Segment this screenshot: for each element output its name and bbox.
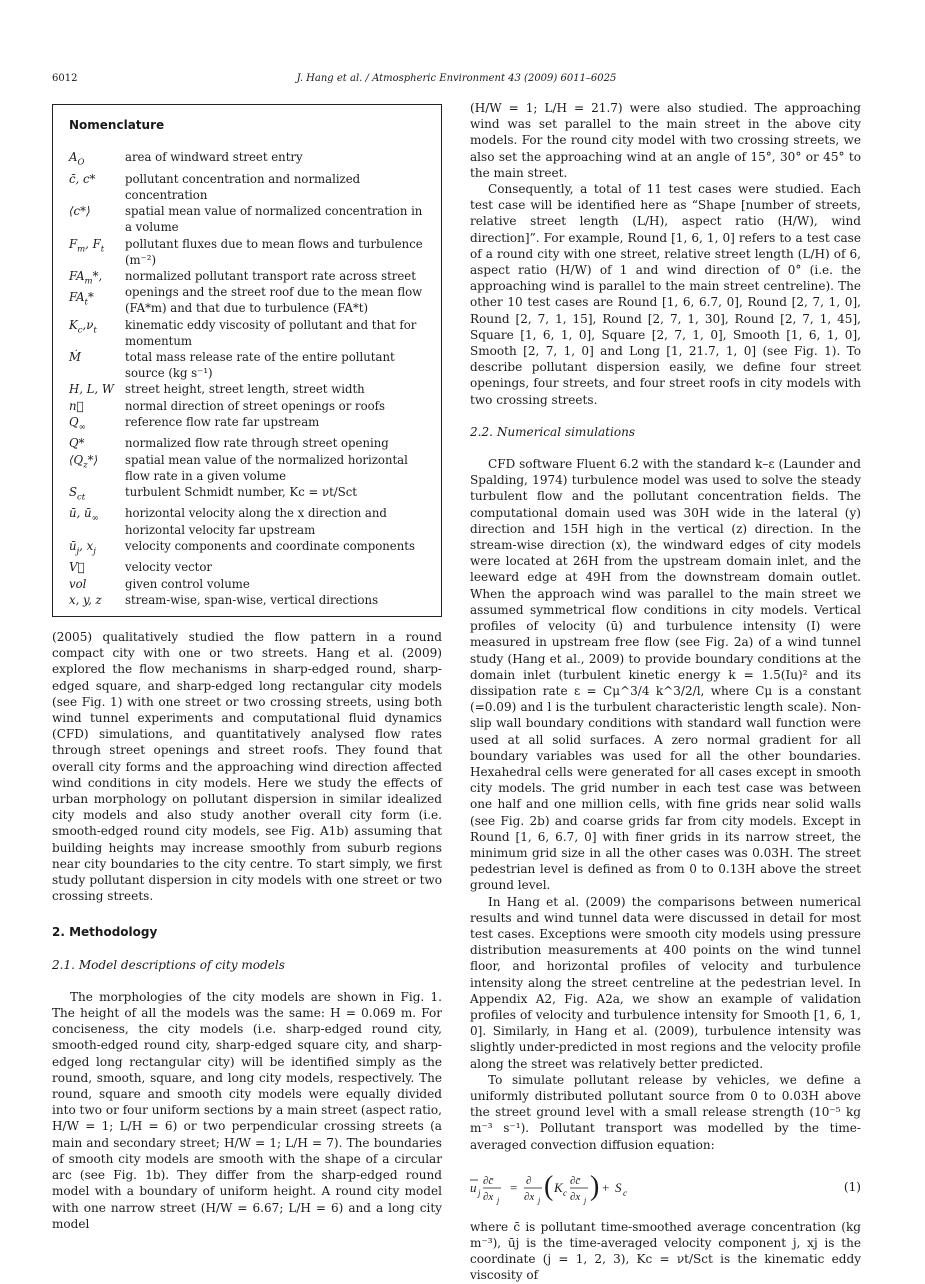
nomenclature-symbol: vol [69, 576, 87, 591]
paragraph-cfd-setup: CFD software Fluent 6.2 with the standard k–ε (Launder and Spalding, 1974) turbulence model was used to solve the steady turbulent flow and the pollutant concentration fields. The computational domain used was 30H wide in the lateral (y) direction and 15H high in the vertical (z) direction. In the stream-wise direction (x), the windward edges of city models were located at 26H from the upstream domain inlet, and the leeward edge at 49H from the downstream domain outlet. When the approach wind was parallel to the main street we assumed symmetrical flow conditions in city models. Vertical profiles of velocity (ū) and turbulence intensity (I) were measured in upstream free flow (see Fig. 2a) of a wind tunnel study (Hang et al., 2009) to provide boundary conditions at the domain inlet (turbulent kinetic energy k = 1.5(Iu)² and its dissipation rate ε = Cμ^3/4 k^3/2/l, where Cμ is a constant (=0.09) and l is the turbulent characteristic length scale). Non-slip wall boundary conditions with standard wall function were used at all solid surfaces. A zero normal gradient for all boundary variables was used for all the other boundaries. Hexahedral cells were generated for all cases except in smooth city models. The grid number in each test case was between one half and one million cells, with fine grids near solid walls (see Fig. 2b) and coarse grids far from city models. Except in Round [1, 6, 6.7, 0] with finer grids in its narrow street, the minimum grid size in all the other cases was 0.03H. The street pedestrian level is defined as from 0 to 0.13H above the street ground level. [470, 457, 861, 893]
nomenclature-definition: velocity vector [125, 560, 212, 575]
left-column [52, 100, 442, 1232]
svg-text:S: S [615, 1179, 622, 1195]
paragraph-pollutant-source: To simulate pollutant release by vehicles, we define a uniformly distributed pollutant source from 0 to 0.03H above the street ground level with a small release strength (10⁻⁵ kg m⁻³ s⁻¹). Pollutant transport was modelled by the time-averaged convection diffusion equation: [470, 1072, 861, 1152]
nomenclature-row [69, 435, 427, 451]
paragraph-equation-terms: where c̄ is pollutant time-smoothed average concentration (kg m⁻³), ūj is the time-averaged velocity component j, xj is the coordinate (j = 1, 2, 3), Kc = νt/Sct is the kinematic eddy viscosity of [470, 1219, 861, 1283]
nomenclature-symbol: $Q_\infty$ [69, 414, 86, 433]
nomenclature-symbol: $F_m$, $F_t$ [69, 236, 105, 254]
nomenclature-definition: velocity components and coordinate components [125, 538, 415, 553]
nomenclature-row [69, 576, 427, 592]
nomenclature-definition: normalized pollutant transport rate across street openings and the street roof due to the mean flow (FA*m) and that due to turbulence (FA*t) [125, 268, 423, 316]
nomenclature-box [52, 104, 442, 617]
equation-formula [470, 1167, 640, 1207]
nomenclature-symbol: ū, $ū_\infty$ [69, 506, 99, 524]
nomenclature-definition: pollutant fluxes due to mean flows and turbulence (m⁻²) [125, 236, 423, 267]
nomenclature-definition: given control volume [125, 576, 250, 591]
svg-text:=: = [510, 1179, 518, 1195]
nomenclature-symbol: $K_c,\nu_t$ [69, 317, 97, 335]
paragraph-test-cases: Consequently, a total of 11 test cases were studied. Each test case will be identified here as “Shape [number of streets, relative street length (L/H), aspect ratio (H/W), wind direction]”. For example, Round [1, 6, 1, 0] refers to a test case of a round city with one street, relative street length (L/H) of 6, aspect ratio (H/W) of 1 and wind direction of 0° (i.e. the approaching wind is parallel to the main street centreline). The other 10 test cases are Round [1, 6, 6.7, 0], Round [2, 7, 1, 0], Round [2, 7, 1, 15], Round [2, 7, 1, 30], Round [2, 7, 1, 45], Square [1, 6, 1, 0], Square [2, 7, 1, 0], Smooth [1, 6, 1, 0], Smooth [2, 7, 1, 0] and Long [1, 21.7, 1, 0] (see Fig. 1). To describe pollutant dispersion easily, we define four street openings, four streets, and four street roofs in city models with two crossing streets. [470, 182, 861, 407]
nomenclature-definition: spatial mean value of the normalized horizontal flow rate in a given volume [125, 452, 408, 483]
nomenclature-symbol: Ṁ [69, 349, 81, 364]
svg-text:j: j [478, 1187, 481, 1198]
nomenclature-symbol: $S_{ct}$ [69, 484, 86, 503]
nomenclature-row [69, 349, 427, 381]
nomenclature-definition: spatial mean value of normalized concentration in a volume [125, 204, 423, 235]
svg-text:u: u [470, 1179, 477, 1195]
equation-1 [470, 1167, 861, 1207]
svg-text:j: j [584, 1195, 587, 1205]
nomenclature-row [69, 268, 427, 317]
nomenclature-definition: street height, street length, street width [125, 382, 365, 397]
nomenclature-row [69, 236, 427, 268]
svg-text:j: j [538, 1195, 541, 1205]
svg-text:K: K [554, 1179, 563, 1195]
nomenclature-symbol: Q* [69, 436, 85, 451]
nomenclature-definition: turbulent Schmidt number, Kc = νt/Sct [125, 484, 357, 499]
nomenclature-row [69, 484, 427, 506]
nomenclature-row [69, 559, 427, 575]
svg-text:∂c̄: ∂c̄ [483, 1174, 494, 1187]
subsection-title-model-descriptions: 2.1. Model descriptions of city models [52, 957, 285, 972]
paragraph-wind-direction: (H/W = 1; L/H = 21.7) were also studied. The approaching wind was set parallel to the main street in the above city models. For the round city model with two crossing streets, we also set the approaching wind at an angle of 15°, 30° or 45° to the main street. [470, 101, 861, 180]
nomenclature-symbol: x, y, z [69, 592, 102, 607]
equation-number: (1) [843, 1179, 861, 1194]
nomenclature-row [69, 398, 427, 414]
nomenclature-definition: reference flow rate far upstream [125, 414, 320, 429]
nomenclature-symbol: $ū_j$, $x_j$ [69, 538, 96, 557]
nomenclature-definition: normalized flow rate through street opening [125, 436, 389, 451]
svg-text:∂x: ∂x [483, 1190, 494, 1203]
svg-text:∂x: ∂x [570, 1190, 581, 1203]
nomenclature-symbol: $FA_m*$, $FA_t*$ [69, 268, 103, 308]
nomenclature-definition: stream-wise, span-wise, vertical directions [125, 592, 379, 607]
page-header [52, 73, 861, 87]
paragraph-validation: In Hang et al. (2009) the comparisons between numerical results and wind tunnel data were discussed in detail for most test cases. Exceptions were smooth city models using pressure distribution measurements at 400 points on the wind tunnel floor, and horizontal profiles of velocity and turbulence intensity along the street centreline at the pedestrian level. In Appendix A2, Fig. A2a, we show an example of validation profiles of velocity and turbulence intensity for Smooth [1, 6, 1, 0]. Similarly, in Hang et al. (2009), turbulence intensity was slightly under-predicted in most regions and the velocity profile along the street was relatively better predicted. [470, 894, 861, 1071]
nomenclature-row [69, 317, 427, 349]
nomenclature-definition: pollutant concentration and normalized concentration [125, 171, 361, 202]
svg-text:(: ( [544, 1170, 554, 1202]
nomenclature-title: Nomenclature [69, 118, 165, 132]
nomenclature-symbol: ⟨c*⟩ [69, 204, 91, 219]
svg-text:c: c [623, 1187, 627, 1198]
journal-citation: J. Hang et al. / Atmospheric Environment 43 (2009) 6011–6025 [296, 73, 617, 84]
nomenclature-row [69, 505, 427, 537]
nomenclature-definition: total mass release rate of the entire pollutant source (kg s⁻¹) [125, 349, 395, 381]
svg-text:c: c [563, 1187, 567, 1198]
nomenclature-symbol: V⃗ [69, 560, 85, 575]
svg-text:): ) [590, 1170, 600, 1202]
nomenclature-symbol: c̄, c* [69, 171, 96, 186]
svg-text:∂: ∂ [526, 1174, 532, 1187]
nomenclature-definition: kinematic eddy viscosity of pollutant and that for momentum [125, 317, 417, 348]
nomenclature-definition: normal direction of street openings or roofs [125, 398, 385, 413]
nomenclature-row [69, 538, 427, 560]
subsection-title-numerical-simulations: 2.2. Numerical simulations [470, 424, 636, 439]
svg-text:∂c̄: ∂c̄ [570, 1174, 581, 1187]
nomenclature-symbol: $⟨Q_z*⟩$ [69, 452, 99, 470]
nomenclature-row [69, 452, 427, 484]
nomenclature-symbol: $A_O$ [69, 150, 85, 168]
model-description-paragraph: The morphologies of the city models are shown in Fig. 1. The height of all the models was the same: H = 0.069 m. For conciseness, the city models (i.e. sharp-edged round city, smooth-edged round city, sharp-edged square city, and sharp-edged long rectangular city) will be identified simply as the round, smooth, square, and long city models, respectively. The round, square and smooth city models were equally divided into two or four uniform sections by a main street (aspect ratio, H/W = 1; L/H = 6) or two perpendicular crossing streets (a main and secondary street; H/W = 1; L/H = 7). The boundaries of smooth city models are smooth with the shape of a circular arc (see Fig. 1b). They differ from the sharp-edged round model with a boundary of uniform height. A round city model with one narrow street (H/W = 6.67; L/H = 6) and a long city model [52, 989, 442, 1231]
nomenclature-definition: area of windward street entry [125, 150, 303, 165]
nomenclature-symbol: n⃗ [69, 398, 84, 413]
nomenclature-row [69, 592, 427, 608]
nomenclature-list [69, 149, 427, 608]
svg-text:j: j [497, 1195, 500, 1205]
right-column [470, 100, 861, 1284]
intro-paragraph: (2005) qualitatively studied the flow pattern in a round compact city with one or two streets. Hang et al. (2009) explored the flow mechanisms in sharp-edged round, sharp-edged square, and sharp-edged long rectangular city models (see Fig. 1) with one street or two crossing streets, using both wind tunnel experiments and computational fluid dynamics (CFD) simulations, and quantitatively analysed flow rates through street openings and street roofs. They found that overall city forms and the approaching wind direction affected wind conditions in city models. Here we study the effects of urban morphology on pollutant dispersion in similar idealized city models and also study another overall city form (i.e. smooth-edged round city models, see Fig. A1b) assuming that building heights may increase smoothly from suburb regions near city boundaries to the city centre. To start simply, we first study pollutant dispersion in city models with one street or two crossing streets. [52, 630, 442, 904]
svg-text:+: + [602, 1179, 610, 1195]
nomenclature-row [69, 149, 427, 171]
nomenclature-definition: horizontal velocity along the x direction and horizontal velocity far upstream [125, 506, 387, 537]
page-number: 6012 [52, 73, 78, 84]
nomenclature-symbol: H, L, W [69, 382, 114, 397]
nomenclature-row [69, 171, 427, 203]
nomenclature-row [69, 381, 427, 397]
svg-text:∂x: ∂x [524, 1190, 535, 1203]
nomenclature-row [69, 203, 427, 235]
nomenclature-row [69, 414, 427, 436]
section-title-methodology: 2. Methodology [52, 925, 158, 940]
